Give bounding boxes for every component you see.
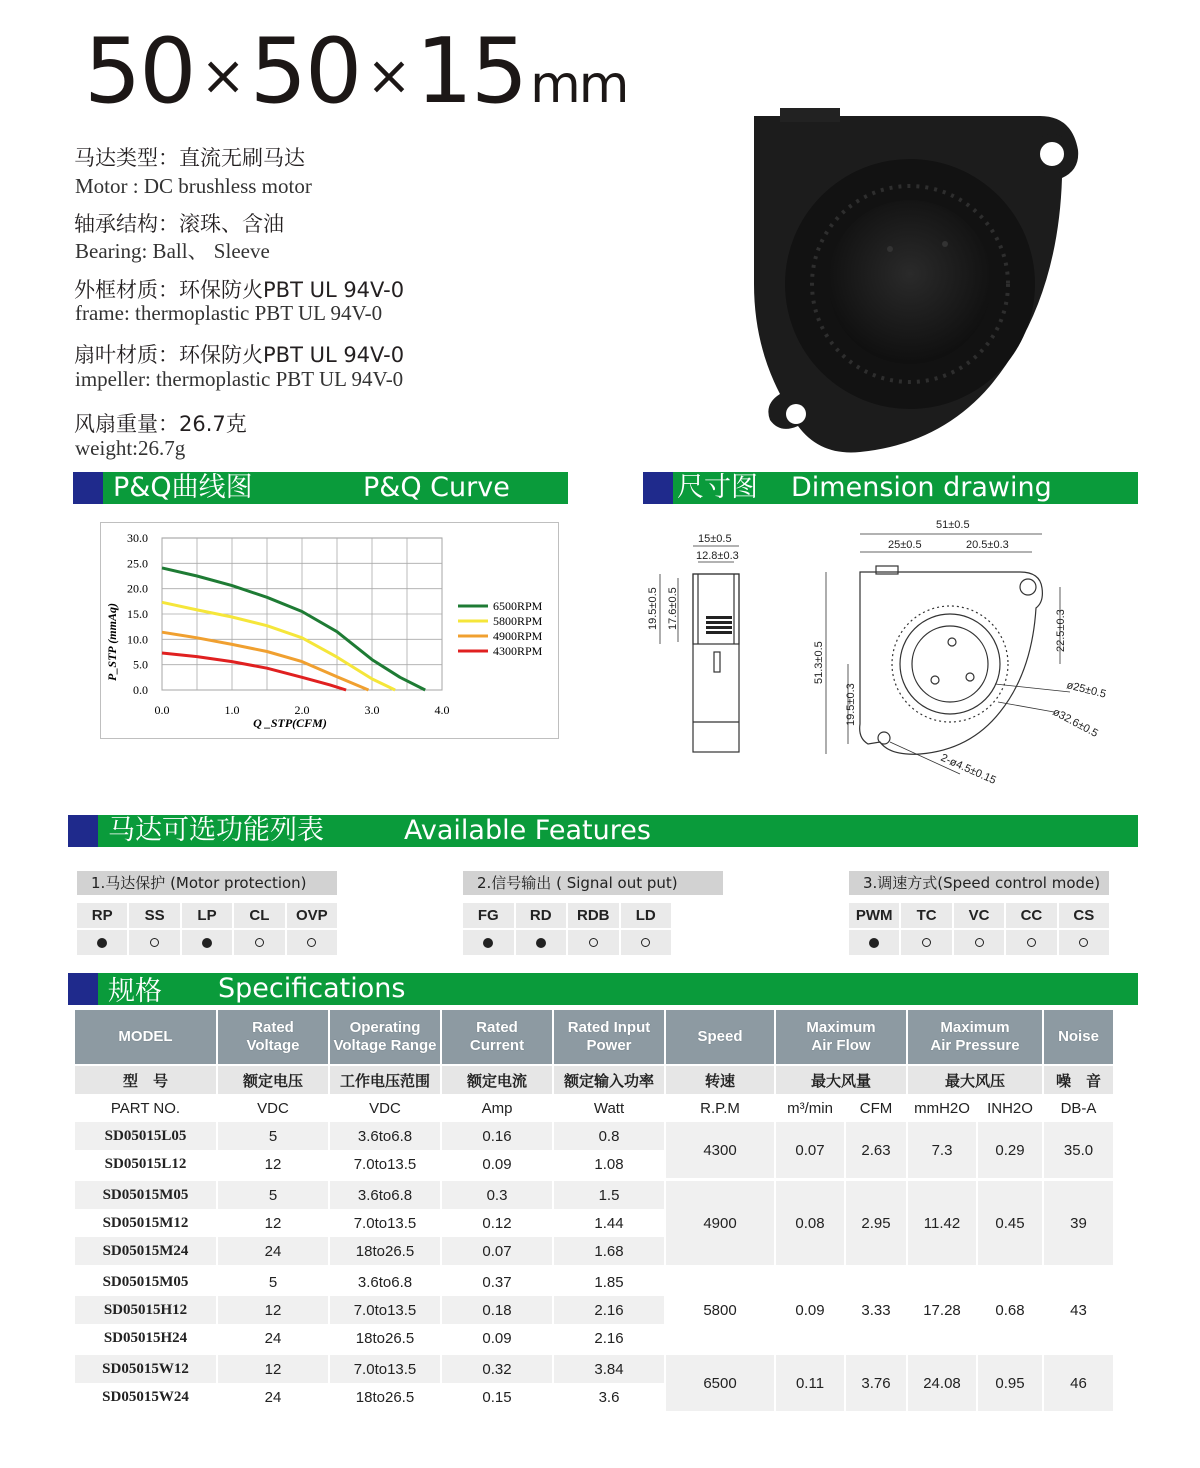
- model-cell: SD05015M05: [75, 1265, 216, 1296]
- table-cell: 18to26.5: [330, 1324, 440, 1352]
- feature-group-speed-control: [849, 871, 1109, 955]
- section-specs-cn: 规格: [108, 976, 162, 1007]
- spec-frame-cn: 外框材质：环保防火PBT UL 94V-0: [74, 278, 405, 302]
- column-header: MODEL: [75, 1010, 216, 1064]
- column-header: Operating Voltage Range: [330, 1010, 440, 1064]
- dim-front-height: 51.3±0.5: [813, 641, 825, 684]
- group-rpm-cell: 5800: [666, 1265, 774, 1352]
- table-header-row-cn: [75, 1064, 1113, 1094]
- empty-dot-icon: [150, 938, 159, 947]
- unit-cell: Amp: [442, 1094, 552, 1122]
- table-cell: 24: [218, 1383, 328, 1411]
- table-cell: 7.0to13.5: [330, 1150, 440, 1178]
- group-mmh2o-cell: 11.42: [908, 1178, 976, 1265]
- group-cfm-cell: 3.33: [846, 1265, 906, 1352]
- column-header-cn: 最大风压: [908, 1064, 1042, 1094]
- dimension-drawing: [640, 512, 1120, 802]
- connector-block: [706, 616, 732, 634]
- table-cell: 1.08: [554, 1150, 664, 1178]
- section-features-bar: [68, 815, 1138, 847]
- feature-label: FG: [463, 903, 514, 928]
- y-tick-label: 20.0: [127, 581, 148, 596]
- model-cell: SD05015W12: [75, 1352, 216, 1383]
- unit-cell: CFM: [846, 1094, 906, 1122]
- y-tick-label: 5.0: [133, 657, 148, 672]
- group-inh2o-cell: 0.29: [978, 1122, 1042, 1178]
- column-header-cn: 额定电压: [218, 1064, 328, 1094]
- table-cell: 0.09: [442, 1324, 552, 1352]
- table-cell: 2.16: [554, 1324, 664, 1352]
- section-pq-en: P&Q Curve: [363, 472, 510, 503]
- title-dim-a: 50: [84, 19, 195, 124]
- group-cfm-cell: 3.76: [846, 1352, 906, 1411]
- empty-dot-icon: [922, 938, 931, 947]
- column-header: Speed: [666, 1010, 774, 1064]
- group-db-cell: 39: [1044, 1178, 1113, 1265]
- column-header-cn: 额定电流: [442, 1064, 552, 1094]
- table-cell: 12: [218, 1150, 328, 1178]
- dim-front-h3: 19.5±0.3: [845, 683, 857, 726]
- table-cell: 3.6to6.8: [330, 1178, 440, 1209]
- feature-label: RP: [77, 903, 127, 928]
- feature-indicator: [901, 930, 951, 955]
- bar-blue-block: [73, 472, 103, 504]
- feature-label: SS: [129, 903, 179, 928]
- page-title: [84, 19, 628, 135]
- table-cell: 1.5: [554, 1178, 664, 1209]
- feature-label: TC: [901, 903, 951, 928]
- table-cell: 2.16: [554, 1296, 664, 1324]
- table-cell: 0.3: [442, 1178, 552, 1209]
- group-db-cell: 43: [1044, 1265, 1113, 1352]
- table-cell: 18to26.5: [330, 1383, 440, 1411]
- spec-impeller-cn: 扇叶材质：环保防火PBT UL 94V-0: [74, 343, 405, 367]
- table-row: [75, 1122, 1113, 1150]
- x-tick-label: 1.0: [224, 703, 240, 717]
- y-tick-label: 30.0: [127, 531, 148, 545]
- legend-label: 6500RPM: [493, 599, 543, 613]
- side-view: [693, 574, 739, 752]
- group-mmh2o-cell: 7.3: [908, 1122, 976, 1178]
- group-rpm-cell: 6500: [666, 1352, 774, 1411]
- unit-cell: INH2O: [978, 1094, 1042, 1122]
- feature-group-signal-output: [463, 871, 723, 955]
- column-header: Rated Voltage: [218, 1010, 328, 1064]
- table-cell: 5: [218, 1122, 328, 1150]
- unit-cell: DB-A: [1044, 1094, 1113, 1122]
- feature-label: CL: [234, 903, 284, 928]
- x-tick-label: 3.0: [364, 703, 380, 717]
- x-tick-label: 4.0: [434, 703, 450, 717]
- spec-motor-en: Motor : DC brushless motor: [75, 174, 312, 198]
- section-specs-en: Specifications: [218, 973, 406, 1004]
- column-header: Noise: [1044, 1010, 1113, 1064]
- y-tick-label: 15.0: [127, 607, 148, 621]
- table-cell: 18to26.5: [330, 1237, 440, 1265]
- table-cell: 12: [218, 1352, 328, 1383]
- unit-cell: m³/min: [776, 1094, 844, 1122]
- unit-cell: R.P.M: [666, 1094, 774, 1122]
- group-mmh2o-cell: 17.28: [908, 1265, 976, 1352]
- x-axis-label: Q _STP(CFM): [253, 716, 327, 730]
- table-cell: 24: [218, 1324, 328, 1352]
- table-cell: 3.6: [554, 1383, 664, 1411]
- feature-label: LD: [621, 903, 672, 928]
- table-cell: 3.84: [554, 1352, 664, 1383]
- table-cell: 3.6to6.8: [330, 1122, 440, 1150]
- x-tick-label: 2.0: [294, 703, 310, 717]
- group-m3-cell: 0.08: [776, 1178, 844, 1265]
- column-header-cn: 工作电压范围: [330, 1064, 440, 1094]
- feature-label: RDB: [568, 903, 619, 928]
- dim-side-h1: 19.5±0.5: [647, 587, 659, 630]
- table-cell: 0.09: [442, 1150, 552, 1178]
- table-cell: 1.85: [554, 1265, 664, 1296]
- spec-bearing-cn: 轴承结构：滚珠、含油: [74, 212, 284, 236]
- unit-cell: VDC: [218, 1094, 328, 1122]
- title-times-2: ×: [366, 44, 410, 107]
- unit-cell: VDC: [330, 1094, 440, 1122]
- empty-dot-icon: [589, 938, 598, 947]
- feature-indicator: [234, 930, 284, 955]
- feature-group-motor-protection: [77, 871, 337, 955]
- group-cfm-cell: 2.95: [846, 1178, 906, 1265]
- dim-diameter-1: ø25±0.5: [1065, 679, 1108, 701]
- specifications-table: [73, 1010, 1115, 1411]
- feature-indicator: [77, 930, 127, 955]
- feature-indicator: [516, 930, 567, 955]
- column-header-cn: 最大风量: [776, 1064, 906, 1094]
- feature-label: CS: [1059, 903, 1109, 928]
- group-m3-cell: 0.07: [776, 1122, 844, 1178]
- table-cell: 5: [218, 1265, 328, 1296]
- group-db-cell: 35.0: [1044, 1122, 1113, 1178]
- spec-bearing-en: Bearing: Ball、 Sleeve: [75, 239, 270, 263]
- y-tick-label: 0.0: [133, 683, 148, 697]
- title-unit: mm: [530, 55, 628, 115]
- group-db-cell: 46: [1044, 1352, 1113, 1411]
- column-header: Rated Current: [442, 1010, 552, 1064]
- table-cell: 7.0to13.5: [330, 1209, 440, 1237]
- table-cell: 0.8: [554, 1122, 664, 1150]
- feature-group-title: 1.马达保护 (Motor protection): [77, 871, 337, 895]
- unit-cell: PART NO.: [75, 1094, 216, 1122]
- group-mmh2o-cell: 24.08: [908, 1352, 976, 1411]
- filled-dot-icon: [97, 938, 107, 948]
- section-dim-cn: 尺寸图: [677, 472, 758, 503]
- table-header-row: [75, 1010, 1113, 1064]
- filled-dot-icon: [869, 938, 879, 948]
- dim-holes: 2-ø4.5±0.15: [938, 751, 998, 787]
- table-cell: 0.16: [442, 1122, 552, 1150]
- table-cell: 1.68: [554, 1237, 664, 1265]
- feature-indicator: [621, 930, 672, 955]
- legend-label: 4300RPM: [493, 644, 543, 658]
- table-cell: 5: [218, 1178, 328, 1209]
- group-m3-cell: 0.11: [776, 1352, 844, 1411]
- y-tick-label: 10.0: [127, 632, 148, 647]
- feature-label: OVP: [287, 903, 337, 928]
- feature-label: RD: [516, 903, 567, 928]
- model-cell: SD05015L05: [75, 1122, 216, 1150]
- dim-side-width: 15±0.5: [698, 533, 732, 545]
- table-cell: 7.0to13.5: [330, 1352, 440, 1383]
- dim-side-h2: 17.6±0.5: [667, 587, 679, 630]
- dim-diameter-2: ø32.6±0.5: [1050, 706, 1100, 740]
- section-pq-cn: P&Q曲线图: [113, 472, 253, 503]
- feature-group-title: 2.信号输出 ( Signal out put): [463, 871, 723, 895]
- unit-cell: mmH2O: [908, 1094, 976, 1122]
- feature-indicator: [463, 930, 514, 955]
- y-axis-label: P_STP (mmAq): [105, 603, 119, 681]
- section-specs-bar: [68, 973, 1138, 1005]
- filled-dot-icon: [536, 938, 546, 948]
- model-cell: SD05015L12: [75, 1150, 216, 1178]
- table-row: [75, 1352, 1113, 1383]
- feature-indicator: [1059, 930, 1109, 955]
- group-inh2o-cell: 0.95: [978, 1352, 1042, 1411]
- table-row: [75, 1265, 1113, 1296]
- section-dim-bar: [643, 472, 1138, 504]
- feature-label: PWM: [849, 903, 899, 928]
- model-cell: SD05015M24: [75, 1237, 216, 1265]
- empty-dot-icon: [975, 938, 984, 947]
- column-header-cn: 额定输入功率: [554, 1064, 664, 1094]
- dim-front-width: 51±0.5: [936, 519, 970, 531]
- column-header: Rated Input Power: [554, 1010, 664, 1064]
- group-rpm-cell: 4900: [666, 1178, 774, 1265]
- feature-indicator: [568, 930, 619, 955]
- feature-indicator: [182, 930, 232, 955]
- table-cell: 0.32: [442, 1352, 552, 1383]
- table-cell: 24: [218, 1237, 328, 1265]
- table-cell: 0.18: [442, 1296, 552, 1324]
- feature-indicator: [287, 930, 337, 955]
- column-header-cn: 型 号: [75, 1064, 216, 1094]
- feature-label: CC: [1006, 903, 1056, 928]
- table-cell: 0.07: [442, 1237, 552, 1265]
- title-times-1: ×: [200, 44, 244, 107]
- section-features-en: Available Features: [404, 815, 651, 846]
- section-dim-en: Dimension drawing: [791, 472, 1052, 503]
- feature-group-title: 3.调速方式(Speed control mode): [849, 871, 1109, 895]
- feature-label: VC: [954, 903, 1004, 928]
- table-row: [75, 1178, 1113, 1209]
- column-header: Maximum Air Pressure: [908, 1010, 1042, 1064]
- spec-impeller-en: impeller: thermoplastic PBT UL 94V-0: [75, 367, 404, 391]
- table-units-row: [75, 1094, 1113, 1122]
- spec-weight-en: weight:26.7g: [75, 436, 186, 460]
- table-cell: 1.44: [554, 1209, 664, 1237]
- model-cell: SD05015M05: [75, 1178, 216, 1209]
- filled-dot-icon: [483, 938, 493, 948]
- dim-front-w1: 25±0.5: [888, 539, 922, 551]
- table-cell: 3.6to6.8: [330, 1265, 440, 1296]
- section-features-cn: 马达可选功能列表: [108, 815, 324, 846]
- group-m3-cell: 0.09: [776, 1265, 844, 1352]
- table-cell: 12: [218, 1209, 328, 1237]
- model-cell: SD05015W24: [75, 1383, 216, 1411]
- table-cell: 0.37: [442, 1265, 552, 1296]
- group-inh2o-cell: 0.45: [978, 1178, 1042, 1265]
- column-header-cn: 转速: [666, 1064, 774, 1094]
- y-tick-label: 25.0: [127, 556, 148, 571]
- x-tick-label: 0.0: [154, 703, 170, 717]
- group-inh2o-cell: 0.68: [978, 1265, 1042, 1352]
- bar-blue-block: [68, 973, 98, 1005]
- model-cell: SD05015H12: [75, 1296, 216, 1324]
- empty-dot-icon: [1027, 938, 1036, 947]
- spec-weight-cn: 风扇重量：26.7克: [74, 412, 247, 436]
- table-cell: 0.12: [442, 1209, 552, 1237]
- feature-indicator: [849, 930, 899, 955]
- feature-indicator: [954, 930, 1004, 955]
- title-dim-b: 50: [249, 19, 361, 124]
- unit-cell: Watt: [554, 1094, 664, 1122]
- fan-product-photo: [740, 104, 1080, 456]
- title-dim-c: 15: [415, 19, 527, 124]
- empty-dot-icon: [1079, 938, 1088, 947]
- legend-label: 4900RPM: [493, 629, 543, 643]
- empty-dot-icon: [641, 938, 650, 947]
- column-header-cn: 噪 音: [1044, 1064, 1113, 1094]
- model-cell: SD05015H24: [75, 1324, 216, 1352]
- dim-side-inner: 12.8±0.3: [696, 550, 739, 562]
- spec-frame-en: frame: thermoplastic PBT UL 94V-0: [75, 301, 383, 325]
- table-cell: 7.0to13.5: [330, 1296, 440, 1324]
- bar-blue-block: [643, 472, 673, 504]
- legend-label: 5800RPM: [493, 614, 543, 628]
- column-header: Maximum Air Flow: [776, 1010, 906, 1064]
- group-cfm-cell: 2.63: [846, 1122, 906, 1178]
- feature-label: LP: [182, 903, 232, 928]
- spec-motor-cn: 马达类型：直流无刷马达: [74, 146, 305, 170]
- section-pq-bar: [73, 472, 568, 504]
- empty-dot-icon: [307, 938, 316, 947]
- model-cell: SD05015M12: [75, 1209, 216, 1237]
- front-view: [860, 566, 1043, 754]
- pq-curve-chart: [100, 522, 560, 740]
- filled-dot-icon: [202, 938, 212, 948]
- bar-blue-block: [68, 815, 98, 847]
- dim-front-w2: 20.5±0.3: [966, 539, 1009, 551]
- table-cell: 0.15: [442, 1383, 552, 1411]
- group-rpm-cell: 4300: [666, 1122, 774, 1178]
- table-cell: 12: [218, 1296, 328, 1324]
- feature-indicator: [1006, 930, 1056, 955]
- empty-dot-icon: [255, 938, 264, 947]
- feature-indicator: [129, 930, 179, 955]
- dim-front-h2: 22.5±0.3: [1055, 609, 1067, 652]
